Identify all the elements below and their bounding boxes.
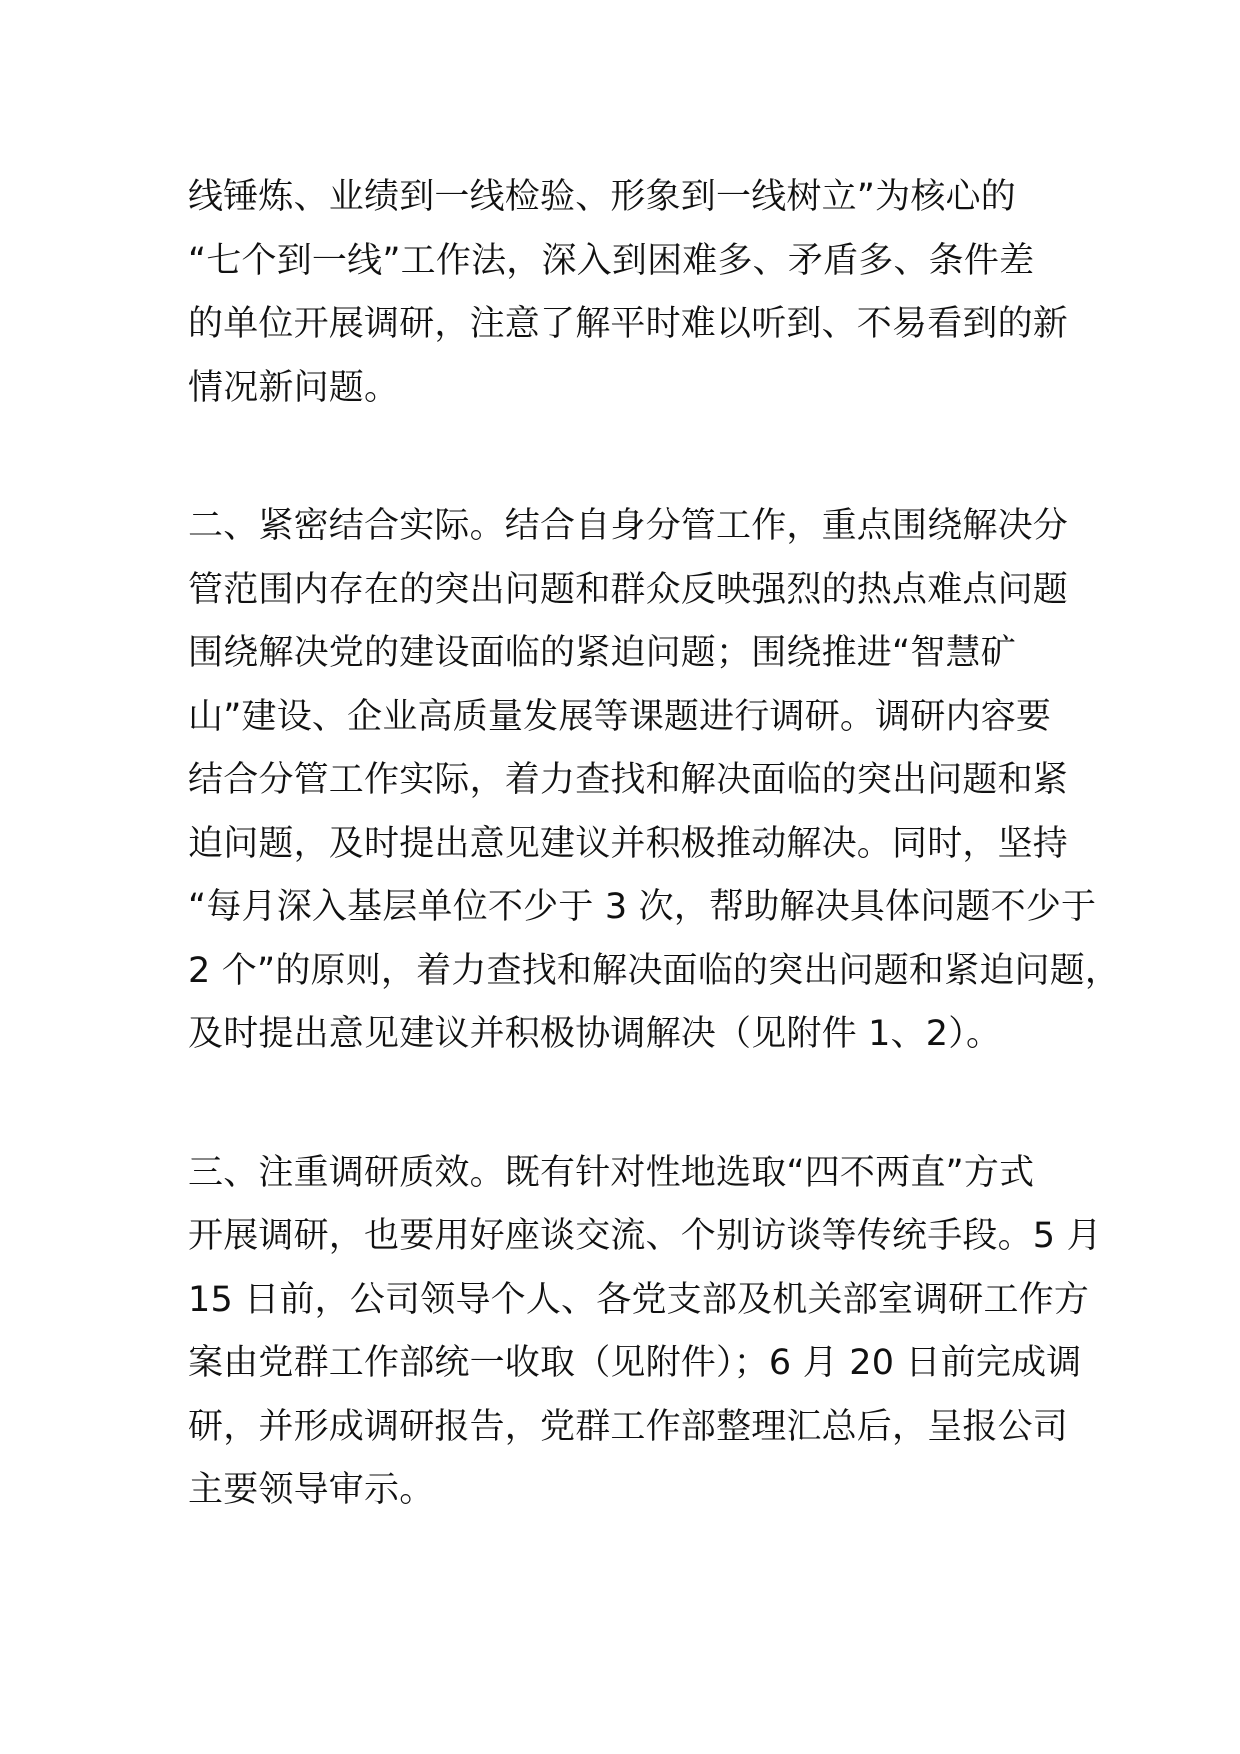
- text-line: 围绕解决党的建设面临的紧迫问题；围绕推进“智慧矿: [188, 633, 1016, 673]
- text-line: 开展调研，也要用好座谈交流、个别访谈等传统手段。5 月: [188, 1216, 1102, 1256]
- text-line: 及时提出意见建议并积极协调解决（见附件 1、2）。: [188, 1014, 1002, 1054]
- text-line: 主要领导审示。: [188, 1470, 435, 1510]
- text-line: 结合分管工作实际，着力查找和解决面临的突出问题和紧: [188, 760, 1069, 800]
- text-line: “每月深入基层单位不少于 3 次，帮助解决具体问题不少于: [188, 887, 1097, 927]
- text-line: 情况新问题。: [188, 367, 400, 408]
- text-line: 研，并形成调研报告，党群工作部整理汇总后，呈报公司: [188, 1406, 1069, 1447]
- text-line: 迫问题，及时提出意见建议并积极推动解决。同时，坚持: [188, 823, 1069, 864]
- text-line: “七个到一线”工作法，深入到困难多、矛盾多、条件差: [188, 240, 1035, 281]
- text-line: 三、注重调研质效。既有针对性地选取“四不两直”方式: [188, 1152, 1035, 1193]
- text-line: 15 日前，公司领导个人、各党支部及机关部室调研工作方: [188, 1279, 1090, 1320]
- text-line: 的单位开展调研，注意了解平时难以听到、不易看到的新: [188, 304, 1069, 344]
- text-line: 管范围内存在的突出问题和群众反映强烈的热点难点问题: [188, 569, 1069, 610]
- text-line: 案由党群工作部统一收取（见附件）；6 月 20 日前完成调: [188, 1343, 1082, 1383]
- text-line: 线锤炼、业绩到一线检验、形象到一线树立”为核心的: [188, 177, 1016, 217]
- paragraph-section-two: [188, 495, 1121, 1067]
- paragraph-intro-continuation: [188, 166, 1088, 420]
- paragraph-section-three: [188, 1142, 1102, 1523]
- document-body: [188, 166, 1121, 1523]
- text-line: 山”建设、企业高质量发展等课题进行调研。调研内容要: [188, 696, 1052, 737]
- text-line: 2 个”的原则，着力查找和解决面临的突出问题和紧迫问题，: [188, 950, 1121, 991]
- text-line: 二、紧密结合实际。结合自身分管工作，重点围绕解决分: [188, 506, 1069, 546]
